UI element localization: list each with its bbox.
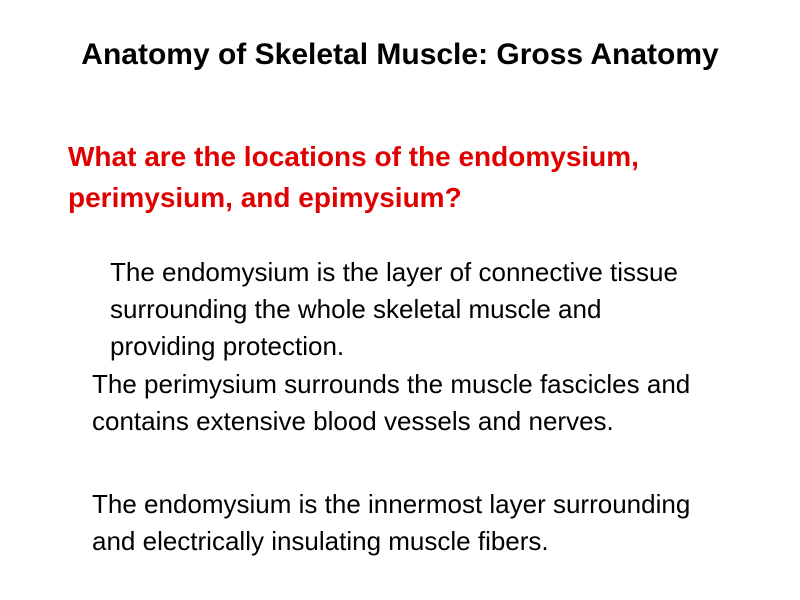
question-heading: What are the locations of the endomysium, perimysium, and epimysium?: [68, 141, 639, 213]
answer-endomysium-first: The endomysium is the layer of connective tissue surrounding the whole skeletal muscle and providing protection.: [110, 257, 678, 361]
answer-endomysium-innermost: The endomysium is the innermost layer surrounding and electrically insulating muscle fibers.: [92, 489, 691, 556]
slide-title: Anatomy of Skeletal Muscle: Gross Anatomy: [81, 38, 719, 71]
answer-perimysium: The perimysium surrounds the muscle fascicles and contains extensive blood vessels and nerves.: [92, 369, 691, 436]
